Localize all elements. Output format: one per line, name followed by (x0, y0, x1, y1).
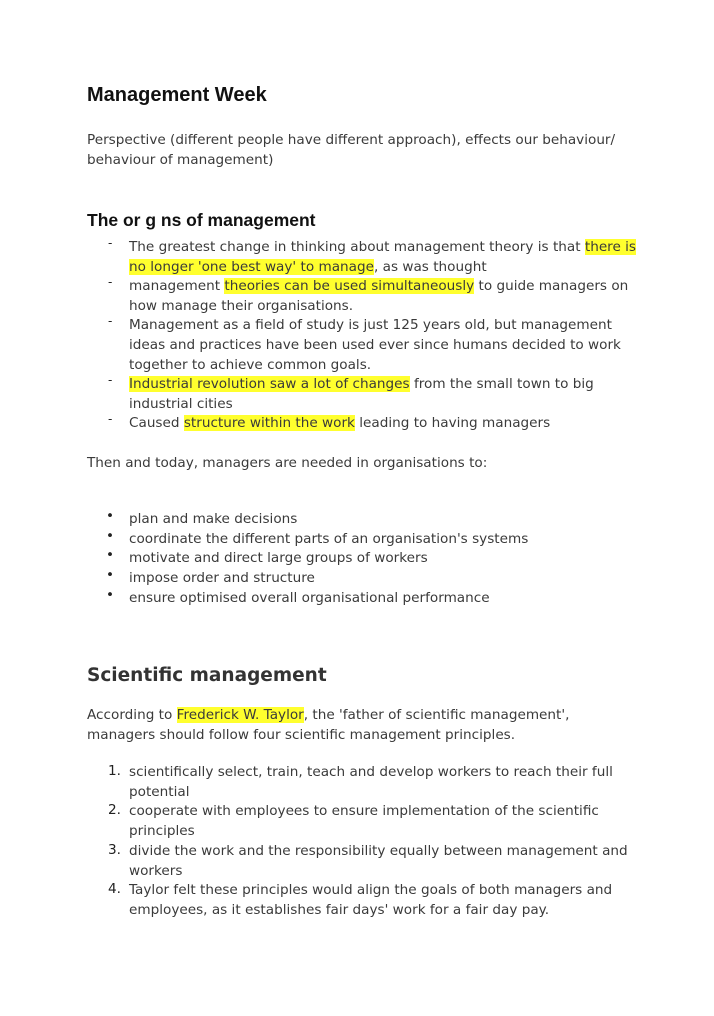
origins-item-4-line-1: Industrial revolution saw a lot of changes from the small town to big (129, 376, 594, 392)
highlight: there is (584, 239, 637, 255)
origins-heading: The or g ns of management (87, 210, 316, 230)
dash-marker: - (108, 275, 113, 289)
scientific-heading: Scientiﬁc management (87, 665, 327, 686)
origins-item-4-line-2: industrial cities (129, 396, 233, 412)
intro-line-1: Perspective (different people have different approach), effects our behaviour/ (87, 132, 616, 148)
principle-2-line-2: principles (129, 823, 195, 839)
bullet-marker: • (106, 567, 115, 583)
origins-item-5-line-1: Caused structure within the work leading to having managers (129, 415, 551, 431)
highlight: no longer 'one best way' to manage (129, 259, 374, 275)
principle-4-line-2: employees, as it establishes fair days' work for a fair day pay. (129, 902, 550, 918)
bullet-marker: • (106, 587, 115, 603)
scientific-intro-line-2: managers should follow four scientific management principles. (87, 727, 516, 743)
origins-item-2-line-1: management theories can be used simultaneously to guide managers on (129, 278, 629, 294)
highlight: theories can be used simultaneously (224, 278, 475, 294)
bullet-marker: • (106, 508, 115, 524)
bullet-marker: • (106, 547, 115, 563)
principle-1-line-2: potential (129, 784, 190, 800)
dash-marker: - (108, 373, 113, 387)
scientific-intro-line-1: According to Frederick W. Taylor, the 'father of scientific management', (87, 707, 570, 723)
principle-4-line-1: Taylor felt these principles would align the goals of both managers and (129, 882, 613, 898)
list-number: 2. (108, 802, 121, 818)
origins-item-3-line-1: Management as a field of study is just 125 years old, but management (129, 317, 612, 333)
dash-marker: - (108, 314, 113, 328)
then-today-text: Then and today, managers are needed in organisations to: (87, 455, 488, 471)
origins-item-1-line-2: no longer 'one best way' to manage, as was thought (129, 259, 487, 275)
principle-3-line-1: divide the work and the responsibility equally between management and (129, 843, 628, 859)
bullet-marker: • (106, 528, 115, 544)
principle-3-line-2: workers (129, 863, 183, 879)
origins-item-3-line-2: ideas and practices have been used ever since humans decided to work (129, 337, 621, 353)
bullet-item: ensure optimised overall organisational performance (129, 590, 490, 606)
origins-item-1-line-1: The greatest change in thinking about management theory is that there is (129, 239, 637, 255)
list-number: 4. (108, 881, 121, 897)
principle-1-line-1: scientifically select, train, teach and develop workers to reach their full (129, 764, 613, 780)
bullet-item: coordinate the different parts of an organisation's systems (129, 531, 529, 547)
origins-item-2-line-2: how manage their organisations. (129, 298, 354, 314)
dash-marker: - (108, 236, 113, 250)
origins-item-3-line-3: together to achieve common goals. (129, 357, 372, 373)
list-number: 1. (108, 763, 121, 779)
bullet-item: plan and make decisions (129, 511, 298, 527)
highlight: Industrial revolution saw a lot of changes (129, 376, 410, 392)
list-number: 3. (108, 842, 121, 858)
bullet-item: impose order and structure (129, 570, 315, 586)
principle-2-line-1: cooperate with employees to ensure implementation of the scientific (129, 803, 599, 819)
dash-marker: - (108, 412, 113, 426)
highlight: Frederick W. Taylor (176, 707, 304, 723)
bullet-item: motivate and direct large groups of workers (129, 550, 428, 566)
highlight: structure within the work (183, 415, 355, 431)
intro-line-2: behaviour of management) (87, 152, 274, 168)
page-title: Management Week (87, 84, 267, 106)
